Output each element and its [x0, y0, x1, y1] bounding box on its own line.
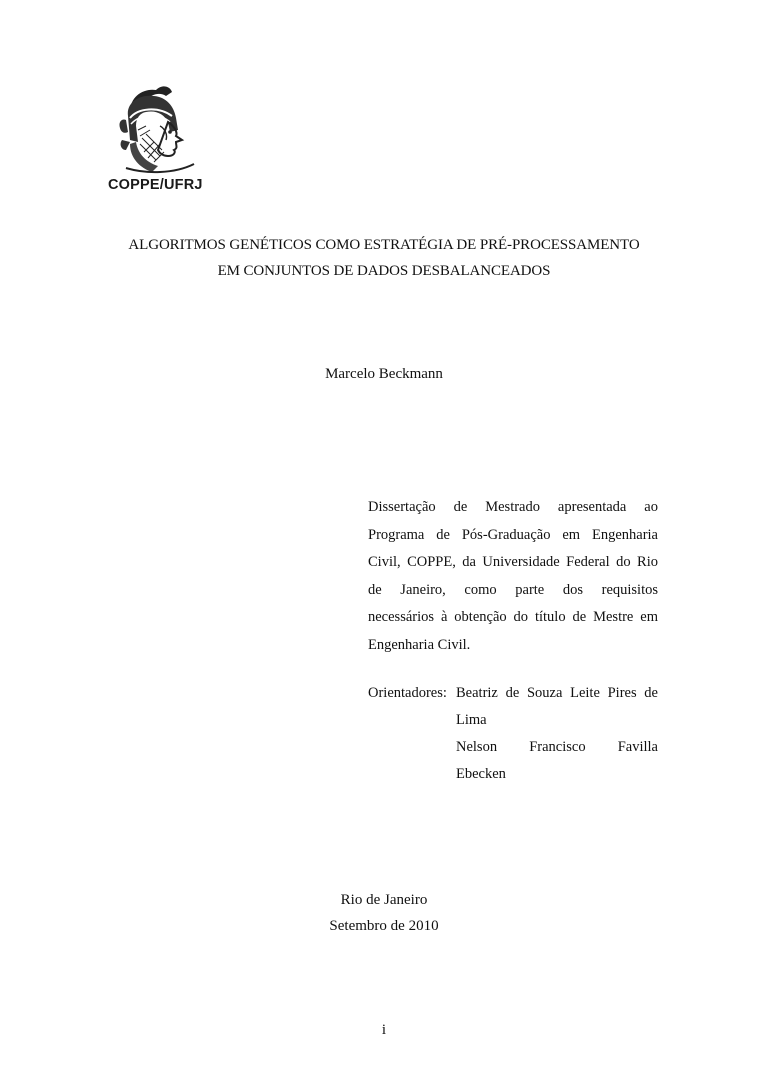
advisors-block [368, 680, 658, 788]
statement-line: Programa de Pós-Graduação em Engenharia [368, 526, 658, 543]
advisors-label: Orientadores: [368, 685, 447, 701]
statement-line: Civil, COPPE, da Universidade Federal do Rio [368, 554, 658, 570]
advisor-row [368, 734, 658, 761]
minerva-helmet-icon [116, 82, 202, 174]
dissertation-statement [368, 494, 658, 659]
advisor-row [368, 680, 658, 707]
date: Setembro de 2010 [329, 918, 439, 934]
statement-line: Dissertação de Mestrado apresentada ao [368, 499, 658, 515]
statement-line: necessários à obtenção do título de Mestre em [368, 609, 658, 625]
statement-line: Engenharia Civil. [368, 636, 471, 653]
logo-text: COPPE/UFRJ [108, 177, 203, 193]
page-number: i [381, 1022, 387, 1038]
advisor-row [368, 707, 658, 734]
title-line-1: ALGORITMOS GENÉTICOS COMO ESTRATÉGIA DE PRÉ-PROCESSAMENTO [128, 237, 640, 253]
advisor-name-line: Ebecken [456, 766, 506, 782]
dissertation-title [116, 232, 652, 284]
advisor-name-line: Beatriz de Souza Leite Pires de [456, 685, 658, 701]
statement-line: de Janeiro, como parte dos requisitos [368, 581, 658, 598]
advisor-name-line: Nelson Francisco Favilla [456, 739, 658, 755]
place: Rio de Janeiro [340, 892, 428, 908]
coppe-logo [108, 82, 208, 197]
title-line-2: EM CONJUNTOS DE DADOS DESBALANCEADOS [217, 263, 551, 279]
author-name: Marcelo Beckmann [325, 366, 443, 382]
place-and-date [116, 887, 652, 939]
advisor-row [368, 761, 658, 788]
advisor-name-line: Lima [456, 712, 487, 728]
